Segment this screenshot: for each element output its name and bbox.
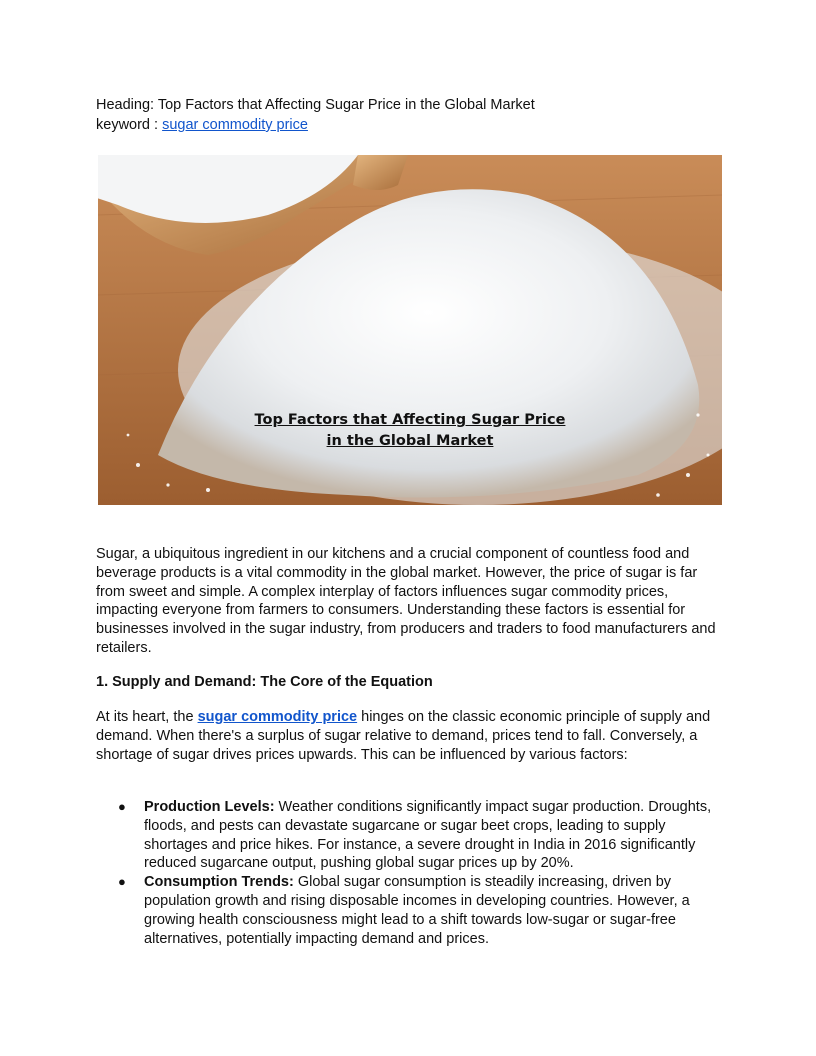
list-item-text: Weather conditions significantly impact sugar production. Droughts, floods, and pests can devastate sugarcane or sugar beet crops, leading to supply shortages and price hikes. For instance, a severe drought in India in 2016 significantly reduced sugarcane output, pushing global sugar prices up by 20%.	[144, 799, 712, 872]
hero-caption	[98, 410, 722, 452]
section-heading: 1. Supply and Demand: The Core of the Equation	[96, 674, 433, 690]
bullet-icon: ●	[118, 874, 126, 890]
factors-list	[96, 798, 726, 948]
hero-image	[98, 155, 722, 505]
bullet-icon: ●	[118, 799, 126, 814]
supply-demand-paragraph	[96, 708, 726, 764]
hero-caption-line-1: Top Factors that Affecting Sugar Price	[254, 412, 566, 428]
sugar-pile-illustration	[98, 155, 722, 505]
keyword-link[interactable]: sugar commodity price	[162, 117, 308, 133]
keyword-line	[96, 115, 308, 135]
list-item-title: Production Levels:	[144, 799, 275, 815]
list-item	[96, 798, 726, 873]
intro-paragraph: Sugar, a ubiquitous ingredient in our kitchens and a crucial component of countless food and beverage products is a vital commodity in the global market. However, the price of sugar is far from sweet and simple. A complex interplay of factors influences sugar commodity prices, impacting everyone from farmers to consumers. Understanding these factors is essential for businesses involved in the sugar industry, from producers and traders to food manufacturers and retailers.	[96, 546, 716, 656]
para-text-before: At its heart, the	[96, 709, 198, 725]
hero-caption-line-2: in the Global Market	[326, 433, 494, 449]
heading-label: Heading:	[96, 97, 155, 113]
list-item-text: Global sugar consumption is steadily increasing, driven by population growth and rising disposable incomes in developing countries. However, a growing health consciousness might lead to a shift towards low-sugar or sugar-free alternatives, potentially impacting demand and prices.	[144, 874, 690, 947]
heading-line	[96, 95, 535, 115]
commodity-price-link[interactable]: sugar commodity price	[197, 709, 358, 725]
keyword-label: keyword :	[96, 117, 159, 133]
heading-text: Top Factors that Affecting Sugar Price in the Global Market	[157, 97, 535, 113]
para-text-after: hinges on the classic economic principle of supply and demand. When there's a surplus of sugar relative to demand, prices tend to fall. Conversely, a shortage of sugar drives prices upwards. This can be influenced by various factors:	[96, 709, 711, 763]
list-item	[96, 873, 726, 948]
list-item-title: Consumption Trends:	[144, 874, 294, 891]
